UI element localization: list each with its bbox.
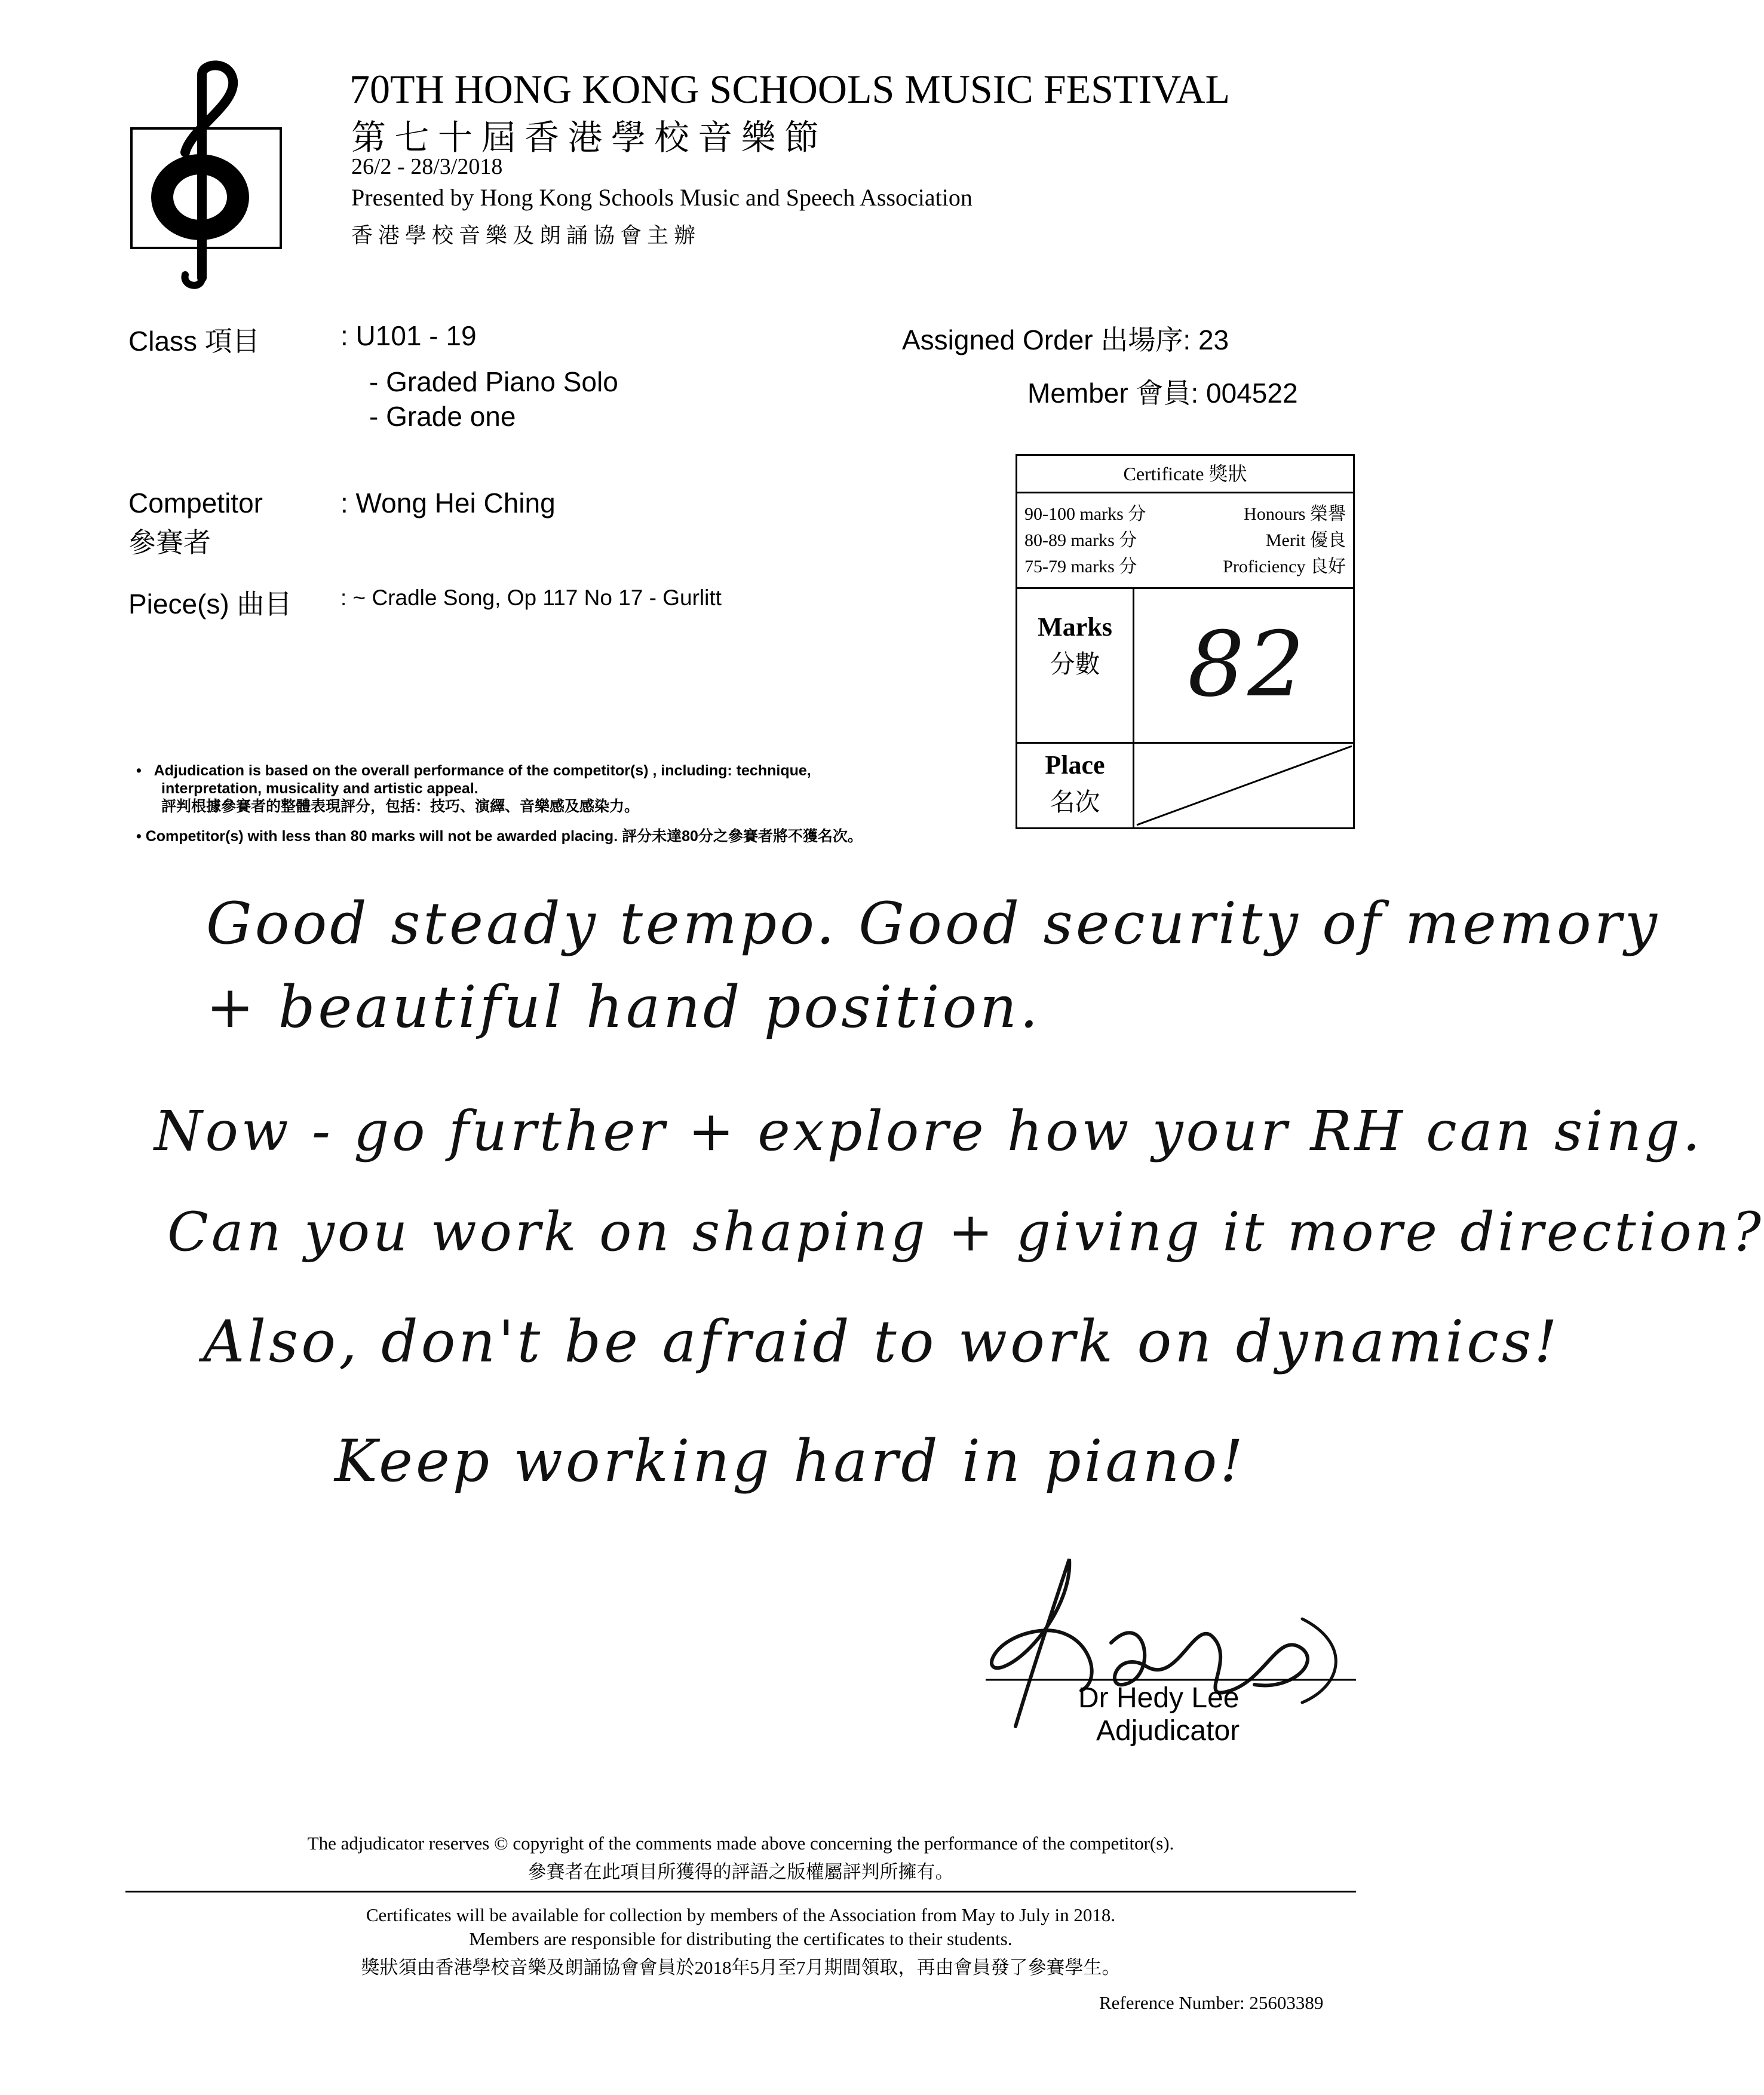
presenter-zh: 香 港 學 校 音 樂 及 朗 誦 協 會 主 辦 (351, 223, 696, 247)
award-name: Merit 優良 (1265, 530, 1346, 550)
member-label: Member 會員: (1027, 378, 1199, 409)
award-row-honours (1024, 499, 1346, 524)
award-name: Proficiency 良好 (1223, 557, 1346, 576)
competitor-label: Competitor (128, 487, 263, 519)
place-strike-line (1134, 744, 1353, 827)
assigned-order (902, 318, 1229, 358)
piece-value: : ~ Cradle Song, Op 117 No 17 - Gurlitt (340, 585, 722, 610)
note-bullet-adjudication (136, 762, 811, 815)
collection-notice: Certificates will be available for collection by members of the Association from May to July in 2018. (366, 1904, 1116, 1925)
collection-notice-zh: 獎狀須由香港學校音樂及朗誦協會會員於2018年5月至7月期間領取，再由會員發了參賽學生。 (361, 1957, 1121, 1978)
assigned-order-label: Assigned Order 出場序: (902, 324, 1191, 355)
competitor-label-zh: 參賽者 (128, 527, 211, 558)
certificate-heading: Certificate 獎狀 (1017, 456, 1353, 493)
member-value: 004522 (1206, 378, 1298, 409)
note-line: • Adjudication is based on the overall performance of the competitor(s) , including: technique, (136, 762, 811, 779)
adjudicator-name: Dr Hedy Lee (1078, 1682, 1240, 1714)
copyright-notice-zh: 參賽者在此項目所獲得的評語之版權屬評判所擁有。 (527, 1861, 954, 1882)
place-label (1017, 744, 1134, 829)
festival-title-zh: 第 七 十 屆 香 港 學 校 音 樂 節 (351, 118, 820, 157)
festival-dates: 26/2 - 28/3/2018 (351, 154, 503, 179)
class-grade: - Grade one (369, 401, 516, 432)
marks-label-en: Marks (1038, 612, 1112, 642)
place-row (1017, 744, 1353, 829)
adjudicator-title: Adjudicator (1096, 1715, 1240, 1747)
copyright-notice: The adjudicator reserves © copyright of the comments made above concerning the performance of the competitor(s). (307, 1833, 1174, 1854)
festival-logo (125, 57, 287, 290)
award-name: Honours 榮譽 (1244, 504, 1346, 524)
comment-line: Now - go further + explore how your RH can sing. (154, 1099, 1704, 1163)
marks-label (1017, 589, 1134, 742)
collection-responsibility: Members are responsible for distributing the certificates to their students. (469, 1928, 1013, 1949)
piece-label: Piece(s) 曲目 (128, 588, 292, 619)
certificate-award-table (1017, 492, 1353, 589)
competitor-name: : Wong Hei Ching (340, 487, 556, 519)
note-line: interpretation, musicality and artistic appeal. (161, 780, 478, 797)
note-line: 評判根據參賽者的整體表現評分，包括：技巧、演繹、音樂感及感染力。 (161, 798, 640, 815)
marks-row (1017, 589, 1353, 744)
comment-line: Also, don't be afraid to work on dynamics! (203, 1308, 1560, 1375)
award-row-proficiency (1024, 551, 1346, 576)
presenter: Presented by Hong Kong Schools Music and Speech Association (351, 184, 972, 211)
marks-label-zh: 分數 (1050, 651, 1100, 679)
place-label-zh: 名次 (1050, 789, 1100, 817)
treble-clef-logo-icon (125, 57, 287, 290)
award-range: 80-89 marks 分 (1024, 530, 1137, 550)
reference-number: Reference Number: 25603389 (1099, 1992, 1324, 2013)
comment-line: Can you work on shaping + giving it more direction? (167, 1201, 1764, 1263)
comment-line: Good steady tempo. Good security of memory (206, 890, 1660, 957)
assigned-order-value: 23 (1198, 324, 1229, 355)
place-label-en: Place (1045, 750, 1105, 780)
comment-line: Keep working hard in piano! (335, 1428, 1246, 1495)
class-label: Class 項目 (128, 326, 260, 357)
member-number (1027, 372, 1298, 411)
award-row-merit (1024, 525, 1346, 550)
award-range: 75-79 marks 分 (1024, 557, 1137, 576)
comment-line: + beautiful hand position. (206, 974, 1041, 1041)
festival-title: 70TH HONG KONG SCHOOLS MUSIC FESTIVAL (349, 66, 1231, 112)
marks-value: 82 (1188, 613, 1308, 717)
certificate-box (1016, 454, 1355, 829)
class-description: - Graded Piano Solo (369, 366, 618, 397)
award-range: 90-100 marks 分 (1024, 504, 1146, 524)
class-value: : U101 - 19 (340, 320, 477, 351)
footer-divider (125, 1891, 1356, 1892)
note-bullet-placing: • Competitor(s) with less than 80 marks will not be awarded placing. 評分未達80分之參賽者將不獲名次。 (136, 828, 863, 845)
